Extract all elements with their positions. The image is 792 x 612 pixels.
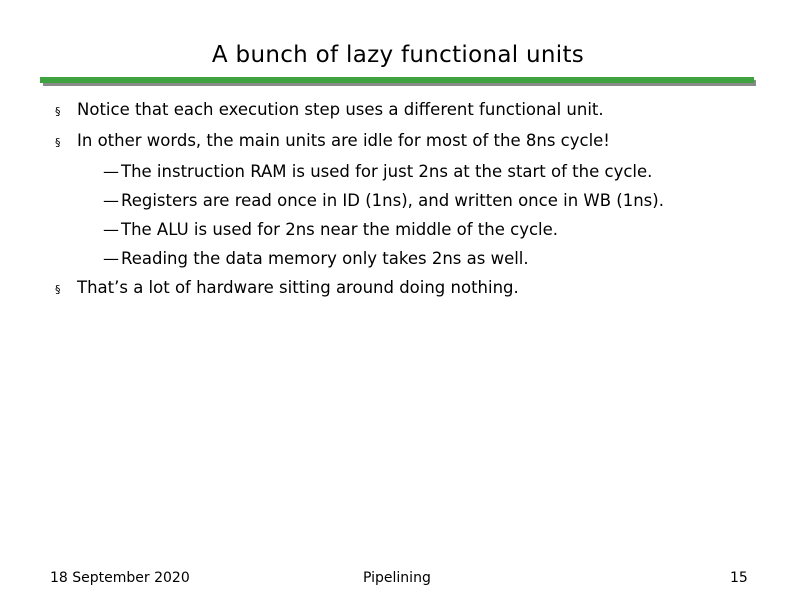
sub-bullet-item bbox=[55, 157, 775, 186]
footer-page-number: 15 bbox=[730, 570, 748, 586]
dash-marker-icon: — bbox=[103, 191, 119, 210]
sub-bullet-text: The instruction RAM is used for just 2ns at the start of the cycle. bbox=[121, 162, 653, 181]
slide-title: A bunch of lazy functional units bbox=[211, 42, 585, 68]
dash-marker-icon: — bbox=[103, 249, 119, 268]
sub-bullet-item bbox=[55, 244, 775, 273]
bullet-text: Notice that each execution step uses a different functional unit. bbox=[77, 100, 604, 119]
bullet-list bbox=[55, 95, 775, 304]
bullet-text: That’s a lot of hardware sitting around doing nothing. bbox=[77, 278, 519, 297]
sub-bullet-text: Registers are read once in ID (1ns), and written once in WB (1ns). bbox=[121, 191, 664, 210]
sub-bullet-item bbox=[55, 186, 775, 215]
sub-bullet-text: The ALU is used for 2ns near the middle of the cycle. bbox=[121, 220, 559, 239]
bullet-marker-icon: § bbox=[55, 105, 61, 118]
bullet-marker-icon: § bbox=[55, 283, 61, 296]
dash-marker-icon: — bbox=[103, 220, 119, 239]
sub-bullet-item bbox=[55, 215, 775, 244]
dash-marker-icon: — bbox=[103, 162, 119, 181]
bullet-text: In other words, the main units are idle for most of the 8ns cycle! bbox=[77, 131, 610, 150]
bullet-item bbox=[55, 126, 775, 157]
title-rule bbox=[40, 77, 754, 83]
footer-topic: Pipelining bbox=[363, 570, 431, 586]
footer-date: 18 September 2020 bbox=[50, 570, 190, 586]
sub-bullet-text: Reading the data memory only takes 2ns as well. bbox=[121, 249, 529, 268]
bullet-marker-icon: § bbox=[55, 136, 61, 149]
bullet-item bbox=[55, 95, 775, 126]
bullet-item bbox=[55, 273, 775, 304]
